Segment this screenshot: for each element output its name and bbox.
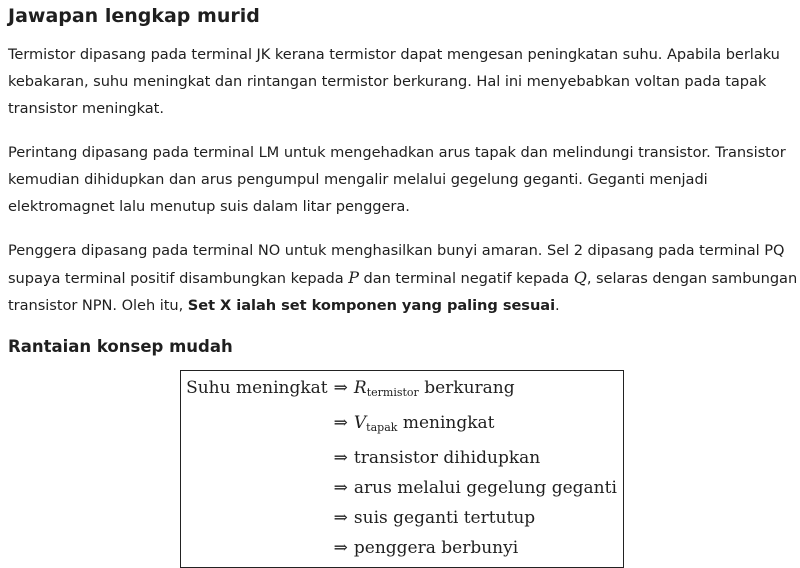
implies-arrow: ⇒ bbox=[333, 478, 348, 498]
chain-step-5 bbox=[334, 503, 617, 533]
variable-q: Q bbox=[573, 268, 587, 287]
step-4-text: arus melalui gegelung geganti bbox=[353, 478, 617, 498]
implies-arrow: ⇒ bbox=[333, 508, 348, 528]
chain-step-6 bbox=[334, 533, 617, 563]
answer-heading: Jawapan lengkap murid bbox=[8, 5, 260, 27]
para3-text-3: , selaras dengan sambungan transistor NPN. Oleh itu, bbox=[8, 270, 798, 314]
chain-start: Suhu meningkat bbox=[186, 378, 328, 398]
chain-step-3 bbox=[334, 443, 617, 473]
step-1-text: berkurang bbox=[418, 378, 515, 398]
chain-step-2 bbox=[334, 408, 617, 443]
implies-arrow: ⇒ bbox=[333, 378, 348, 398]
step-5-text: suis geganti tertutup bbox=[353, 508, 536, 528]
concept-chain-box bbox=[180, 370, 624, 568]
concept-chain-container bbox=[8, 370, 800, 568]
subscript-tapak: tapak bbox=[366, 421, 398, 434]
step-2-text: meningkat bbox=[397, 413, 495, 433]
concept-chain-heading: Rantaian konsep mudah bbox=[8, 337, 233, 356]
variable-p: P bbox=[348, 268, 359, 287]
conclusion-bold: Set X ialah set komponen yang paling sesuai bbox=[187, 297, 556, 314]
implies-arrow: ⇒ bbox=[333, 413, 348, 433]
para3-text-1: Penggera dipasang pada terminal NO untuk menghasilkan bunyi amaran. Sel 2 dipasang pada terminal PQ supaya terminal positif disambungkan kepada bbox=[8, 242, 785, 287]
subscript-termistor: termistor bbox=[366, 386, 419, 399]
para3-end: . bbox=[555, 297, 560, 314]
step-6-text: penggera berbunyi bbox=[353, 538, 519, 558]
variable-v: V bbox=[353, 413, 367, 433]
implies-arrow: ⇒ bbox=[333, 538, 348, 558]
implies-arrow: ⇒ bbox=[333, 448, 348, 468]
variable-r: R bbox=[353, 378, 367, 398]
paragraph-alarm bbox=[8, 237, 800, 319]
para3-text-2: dan terminal negatif kepada bbox=[358, 270, 574, 287]
step-3-text: transistor dihidupkan bbox=[353, 448, 541, 468]
paragraph-resistor: Perintang dipasang pada terminal LM untuk mengehadkan arus tapak dan melindungi transistor. Transistor kemudian dihidupkan dan arus pengumpul mengalir melalui gegelung geganti. Geganti menjadi elektromagnet lalu menutup suis dalam litar penggera. bbox=[8, 144, 786, 215]
chain-step-4 bbox=[334, 473, 617, 503]
paragraph-thermistor: Termistor dipasang pada terminal JK kerana termistor dapat mengesan peningkatan suhu. Apabila berlaku kebakaran, suhu meningkat dan rintangan termistor berkurang. Hal ini menyebabkan voltan pada tapak transistor meningkat. bbox=[8, 46, 780, 117]
chain-step-1 bbox=[334, 373, 617, 408]
